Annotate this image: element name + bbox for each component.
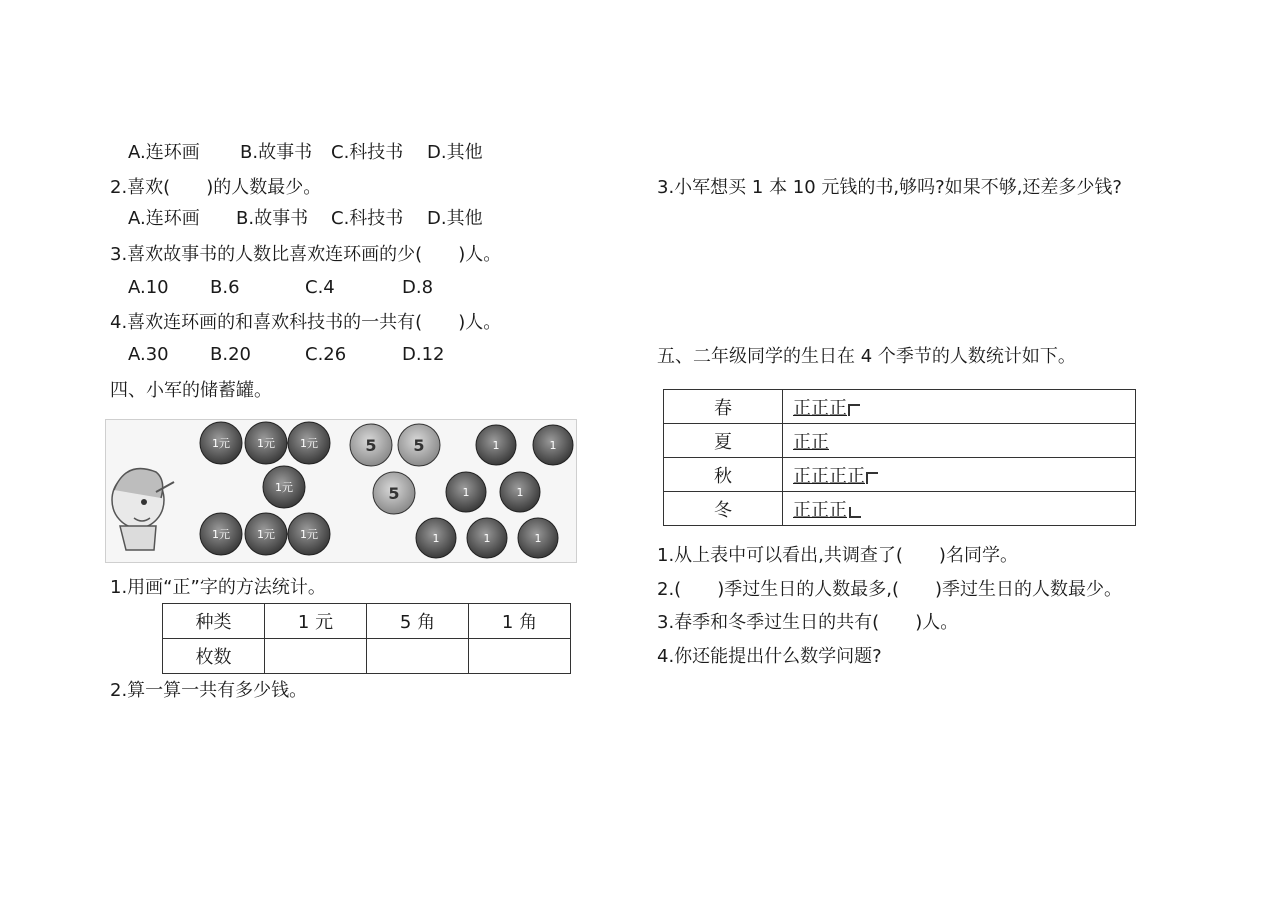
piggy-bank-coins-illustration	[105, 419, 577, 563]
coin-label: 5	[388, 484, 400, 503]
q3-option-b: B.6	[210, 277, 240, 298]
coin-label: 1元	[257, 528, 275, 541]
partial-tally-icon	[849, 507, 861, 518]
answer-cell[interactable]	[367, 639, 469, 674]
q1-option-c: C.科技书	[331, 142, 404, 163]
q1-option-a: A.连环画	[128, 142, 200, 163]
coin-label: 1元	[300, 437, 318, 450]
partial-tally-icon	[848, 404, 860, 416]
q1-option-d: D.其他	[427, 142, 483, 163]
right-question-2: 2.( )季过生日的人数最多,( )季过生日的人数最少。	[657, 579, 1122, 600]
section-4-title: 四、小军的储蓄罐。	[110, 380, 272, 401]
answer-cell[interactable]	[265, 639, 367, 674]
sub-question-2: 2.算一算一共有多少钱。	[110, 680, 308, 701]
coin-label: 1元	[275, 481, 293, 494]
partial-tally-icon	[866, 472, 878, 484]
coin-label: 1	[483, 532, 491, 545]
table-row	[664, 492, 1136, 526]
season-tally	[783, 492, 1136, 526]
right-question-3: 3.小军想买 1 本 10 元钱的书,够吗?如果不够,还差多少钱?	[657, 177, 1122, 198]
row-label: 枚数	[163, 639, 265, 674]
season-tally	[783, 458, 1136, 492]
table-header: 5 角	[367, 604, 469, 639]
tally-marks: 正正正	[793, 499, 847, 521]
answer-cell[interactable]	[469, 639, 571, 674]
q2-option-b: B.故事书	[236, 208, 309, 229]
q2-option-d: D.其他	[427, 208, 483, 229]
coin-label: 5	[365, 436, 377, 455]
season-tally-table	[663, 389, 1136, 526]
season-name: 冬	[664, 492, 783, 526]
question-3: 3.喜欢故事书的人数比喜欢连环画的少( )人。	[110, 244, 502, 265]
five-jiao-coins	[350, 424, 440, 514]
season-name: 春	[664, 390, 783, 424]
tally-marks: 正正正	[793, 397, 847, 419]
table-row	[163, 639, 571, 674]
question-2: 2.喜欢( )的人数最少。	[110, 177, 322, 198]
q4-option-a: A.30	[128, 344, 169, 365]
right-question-1: 1.从上表中可以看出,共调查了( )名同学。	[657, 545, 1018, 566]
season-name: 秋	[664, 458, 783, 492]
right-question-4: 4.你还能提出什么数学问题?	[657, 646, 882, 667]
coin-label: 1元	[212, 528, 230, 541]
q2-option-c: C.科技书	[331, 208, 404, 229]
q4-option-d: D.12	[402, 344, 445, 365]
table-row	[664, 458, 1136, 492]
sub-question-1: 1.用画“正”字的方法统计。	[110, 577, 326, 598]
coin-label: 5	[413, 436, 425, 455]
coin-count-table	[162, 603, 571, 674]
coin-label: 1元	[212, 437, 230, 450]
q3-option-c: C.4	[305, 277, 335, 298]
coin-label: 1	[516, 486, 524, 499]
coin-label: 1	[492, 439, 500, 452]
q1-option-b: B.故事书	[240, 142, 313, 163]
table-header: 1 元	[265, 604, 367, 639]
coin-label: 1	[462, 486, 470, 499]
season-name: 夏	[664, 424, 783, 458]
table-header: 1 角	[469, 604, 571, 639]
section-5-title: 五、二年级同学的生日在 4 个季节的人数统计如下。	[657, 346, 1076, 367]
tally-marks: 正正	[793, 431, 829, 453]
right-question-3b: 3.春季和冬季过生日的共有( )人。	[657, 612, 959, 633]
q3-option-a: A.10	[128, 277, 169, 298]
q3-option-d: D.8	[402, 277, 434, 298]
table-row	[163, 604, 571, 639]
season-tally	[783, 424, 1136, 458]
coin-label: 1	[432, 532, 440, 545]
q4-option-c: C.26	[305, 344, 347, 365]
q2-option-a: A.连环画	[128, 208, 200, 229]
tally-marks: 正正正正	[793, 465, 865, 487]
coin-label: 1元	[300, 528, 318, 541]
table-row	[664, 390, 1136, 424]
coin-label: 1元	[257, 437, 275, 450]
season-tally	[783, 390, 1136, 424]
question-4: 4.喜欢连环画的和喜欢科技书的一共有( )人。	[110, 312, 502, 333]
coin-label: 1	[549, 439, 557, 452]
coin-label: 1	[534, 532, 542, 545]
table-row	[664, 424, 1136, 458]
q4-option-b: B.20	[210, 344, 251, 365]
one-yuan-coins	[200, 422, 330, 555]
table-header: 种类	[163, 604, 265, 639]
coins-svg	[106, 420, 576, 562]
boy-figure-icon	[112, 469, 174, 550]
